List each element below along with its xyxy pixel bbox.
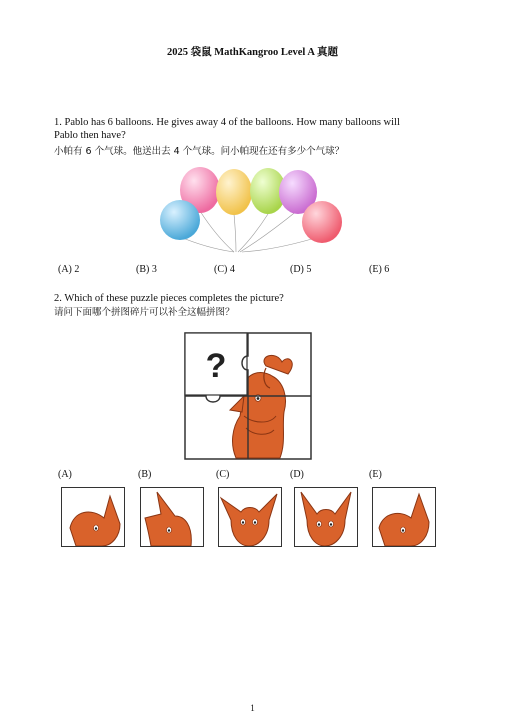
page-title: 2025 袋鼠 MathKangroo Level A 真题 (166, 47, 338, 58)
question-2-option-d: (D) (290, 469, 304, 480)
puzzle-piece-c (218, 487, 282, 547)
question-2-option-e: (E) (369, 469, 382, 480)
question-1-option-a: (A) 2 (58, 264, 80, 275)
balloon-yellow (216, 169, 252, 215)
puzzle-picture (184, 332, 312, 460)
question-2-option-b: (B) (138, 469, 152, 480)
question-2-number: 2. (54, 293, 62, 304)
question-1-option-d: (D) 5 (290, 264, 312, 275)
question-2-text-en (54, 292, 284, 305)
puzzle-piece-d (294, 487, 358, 547)
question-1-option-b: (B) 3 (136, 264, 157, 275)
balloon-blue (160, 200, 200, 240)
question-1-option-e: (E) 6 (369, 264, 390, 275)
question-2-text-zh: 请问下面哪个拼图碎片可以补全这幅拼图？ (54, 307, 235, 318)
question-1-text-zh: 小帕有 6 个气球。他送出去 4 个气球。问小帕现在还有多少个气球？ (54, 146, 345, 157)
question-2-option-a: (A) (58, 469, 72, 480)
question-2-option-c: (C) (216, 469, 230, 480)
balloon-red (302, 201, 342, 243)
puzzle-piece-a (61, 487, 125, 547)
question-1-line2: Pablo then have? (54, 130, 126, 141)
page-number: 1 (250, 703, 255, 713)
question-1-number: 1. (54, 117, 62, 128)
puzzle-piece-e (372, 487, 436, 547)
question-2-line1: Which of these puzzle pieces completes the picture? (64, 293, 284, 304)
missing-piece-question-mark: ? (205, 347, 227, 385)
question-1-text-en (54, 116, 464, 142)
balloons-illustration (156, 166, 346, 258)
question-1-option-c: (C) 4 (214, 264, 235, 275)
puzzle-piece-b (140, 487, 204, 547)
question-1-line1: Pablo has 6 balloons. He gives away 4 of the balloons. How many balloons will (64, 117, 400, 128)
